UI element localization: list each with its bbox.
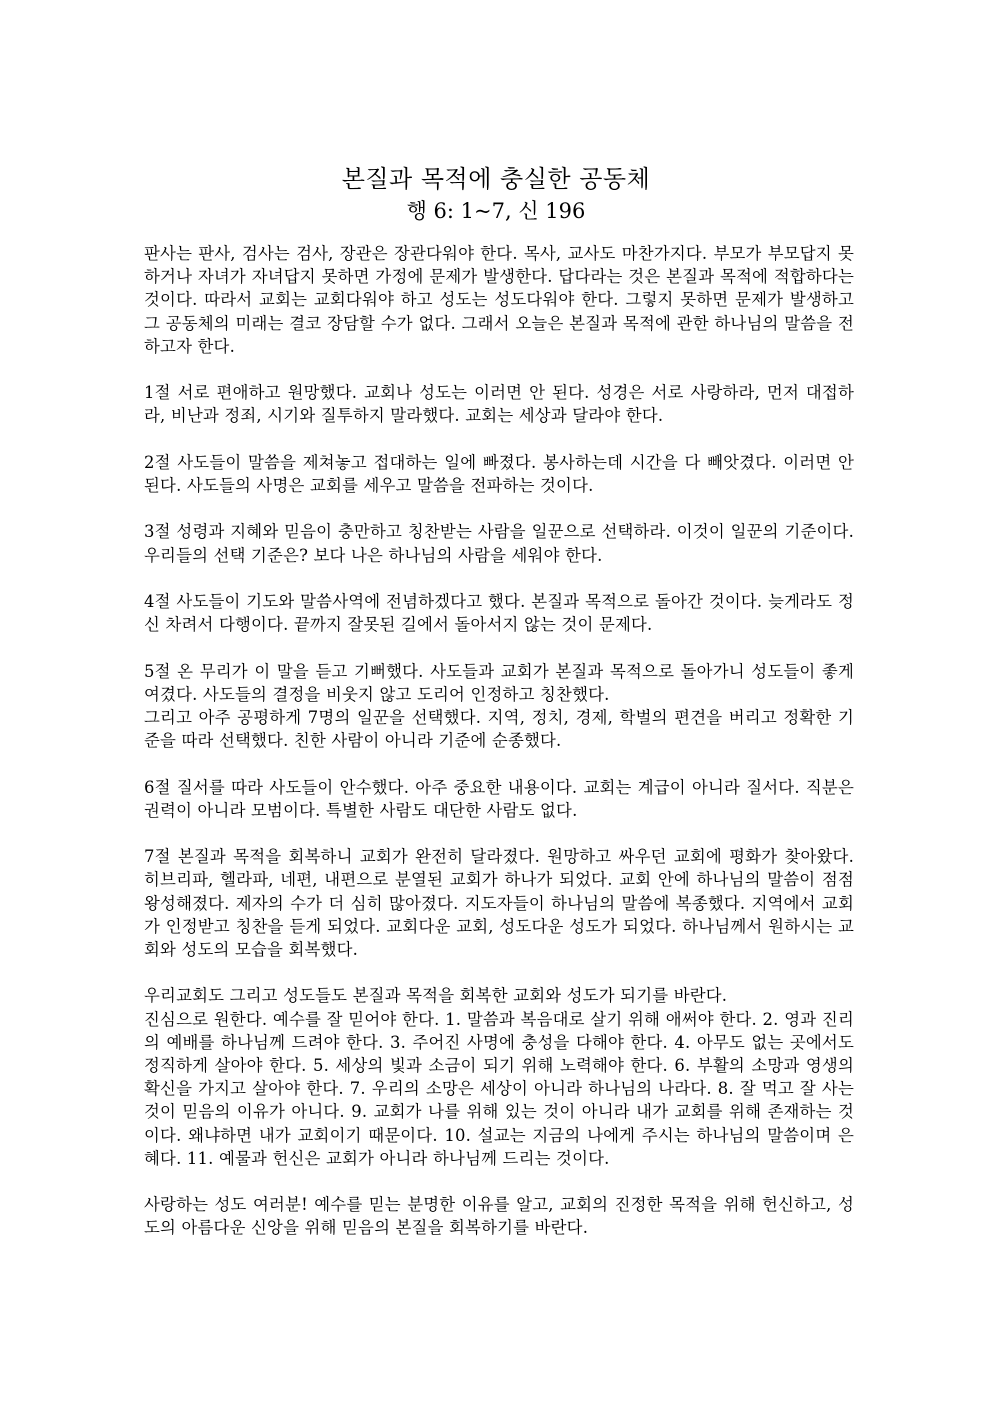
paragraph-verse-4: 4절 사도들이 기도와 말씀사역에 전념하겠다고 했다. 본질과 목적으로 돌아간 것이다. 늦게라도 정신 차려서 다행이다. 끝까지 잘못된 길에서 돌아서지 않는 것이 문제다.	[144, 591, 854, 635]
paragraph-verse-7: 7절 본질과 목적을 회복하니 교회가 완전히 달라졌다. 원망하고 싸우던 교회에 평화가 찾아왔다. 히브리파, 헬라파, 네편, 내편으로 분열된 교회가 하나가 되었다. 교회 안에 하나님의 말씀이 점점 왕성해졌다. 제자의 수가 더 심히 많아졌다. 지도자들이 하나님의 말씀에 복종했다. 지역에서 교회가 인정받고 칭찬을 듣게 되었다. 교회다운 교회, 성도다운 성도가 되었다. 하나님께서 원하시는 교회와 성도의 모습을 회복했다.	[144, 847, 854, 959]
paragraph-verse-5: 5절 온 무리가 이 말을 듣고 기뻐했다. 사도들과 교회가 본질과 목적으로 돌아가니 성도들이 좋게 여겼다. 사도들의 결정을 비웃지 않고 도리어 인정하고 칭찬했다. 그리고 아주 공평하게 7명의 일꾼을 선택했다. 지역, 정치, 경제, 학벌의 편견을 버리고 정확한 기준을 따라 선택했다. 친한 사람이 아니라 기준에 순종했다.	[144, 661, 854, 751]
paragraph-intro: 판사는 판사, 검사는 검사, 장관은 장관다워야 한다. 목사, 교사도 마찬가지다. 부모가 부모답지 못하거나 자녀가 자녀답지 못하면 가정에 문제가 발생한다. 답다라는 것은 본질과 목적에 적합하다는 것이다. 따라서 교회는 교회다워야 하고 성도는 성도다워야 한다. 그렇지 못하면 문제가 발생하고 그 공동체의 미래는 결코 장담할 수가 없다. 그래서 오늘은 본질과 목적에 관한 하나님의 말씀을 전하고자 한다.	[144, 244, 854, 356]
document-header	[0, 162, 992, 226]
paragraph-verse-2: 2절 사도들이 말씀을 제쳐놓고 접대하는 일에 빠졌다. 봉사하는데 시간을 다 빼앗겼다. 이러면 안 된다. 사도들의 사명은 교회를 세우고 말씀을 전파하는 것이다.	[144, 452, 854, 495]
paragraph-verse-6: 6절 질서를 따라 사도들이 안수했다. 아주 중요한 내용이다. 교회는 계급이 아니라 질서다. 직분은 권력이 아니라 모범이다. 특별한 사람도 대단한 사람도 없다.	[144, 777, 854, 820]
document-title: 본질과 목적에 충실한 공동체	[341, 165, 651, 193]
paragraph-application: 우리교회도 그리고 성도들도 본질과 목적을 회복한 교회와 성도가 되기를 바란다. 진심으로 원한다. 예수를 잘 믿어야 한다. 1. 말씀과 복음대로 살기 위해 애써야 한다. 2. 영과 진리의 예배를 하나님께 드려야 한다. 3. 주어진 사명에 충성을 다해야 한다. 4. 아무도 없는 곳에서도 정직하게 살아야 한다. 5. 세상의 빛과 소금이 되기 위해 노력해야 한다. 6. 부활의 소망과 영생의 확신을 가지고 살아야 한다. 7. 우리의 소망은 세상이 아니라 하나님의 나라다. 8. 잘 먹고 잘 사는 것이 믿음의 이유가 아니다. 9. 교회가 나를 위해 있는 것이 아니라 내가 교회를 위해 존재하는 것이다. 왜냐하면 내가 교회이기 때문이다. 10. 설교는 지금의 나에게 주시는 하나님의 말씀이며 은혜다. 11. 예물과 헌신은 교회가 아니라 하나님께 드리는 것이다.	[144, 986, 854, 1168]
paragraph-verse-3: 3절 성령과 지혜와 믿음이 충만하고 칭찬받는 사람을 일꾼으로 선택하라. 이것이 일꾼의 기준이다. 우리들의 선택 기준은? 보다 나은 하나님의 사람을 세워야 한다.	[144, 522, 854, 565]
paragraph-verse-1: 1절 서로 편애하고 원망했다. 교회나 성도는 이러면 안 된다. 성경은 서로 사랑하라, 먼저 대접하라, 비난과 정죄, 시기와 질투하지 말라했다. 교회는 세상과 달라야 한다.	[144, 383, 854, 426]
paragraph-conclusion: 사랑하는 성도 여러분! 예수를 믿는 분명한 이유를 알고, 교회의 진정한 목적을 위해 헌신하고, 성도의 아름다운 신앙을 위해 믿음의 본질을 회복하기를 바란다.	[144, 1195, 854, 1238]
scripture-reference: 행 6: 1~7, 신 196	[406, 199, 586, 223]
document-body	[144, 242, 854, 1263]
